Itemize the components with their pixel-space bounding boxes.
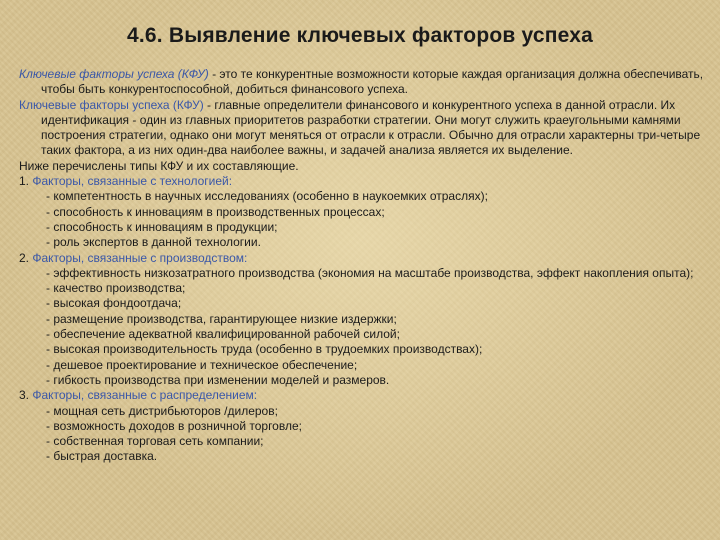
group-heading-distribution: [19, 388, 709, 403]
list-item: - эффективность низкозатратного производства (экономия на масштабе производства, эффект накопления опыта);: [46, 265, 694, 280]
list-item: - собственная торговая сеть компании;: [46, 434, 264, 449]
list-item: - качество производства;: [46, 281, 186, 296]
list-item: - возможность доходов в розничной торговле;: [46, 418, 302, 433]
list-item: - быстрая доставка.: [46, 449, 158, 464]
group-title: Факторы, связанные с технологией:: [32, 174, 233, 189]
list-item: - обеспечение адекватной квалифицированной рабочей силой;: [46, 327, 400, 342]
group-title: Факторы, связанные с производством:: [32, 250, 248, 265]
list-item: - размещение производства, гарантирующее низкие издержки;: [46, 311, 397, 326]
group-title: Факторы, связанные с распределением:: [32, 388, 258, 403]
list-item: - дешевое проектирование и техническое обеспечение;: [46, 357, 358, 372]
kfu-term-italic: Ключевые факторы успеха (КФУ): [19, 67, 209, 81]
kfu-description-text: - главные определители финансового и конкурентного успеха в данной отрасли. Их идентификация - один из главных приоритетов разработки стратегии. Они могут служить краеугольными камнями построения стратегии, однако они могут меняться от отрасли к отрасли. Обычно для отрасли характерны три-четыре таких фактора, а из них один-два наиболее важны, и задачей анализа является их выделение.: [41, 97, 701, 158]
types-intro: Ниже перечислены типы КФУ и их составляющие.: [19, 158, 299, 173]
list-item: - мощная сеть дистрибьюторов /дилеров;: [46, 403, 278, 418]
group-heading-technology: [19, 174, 709, 189]
list-item: - гибкость производства при изменении моделей и размеров.: [46, 372, 390, 387]
slide-body: [19, 67, 709, 465]
kfu-term: Ключевые факторы успеха (КФУ): [19, 97, 204, 112]
group-number: 2.: [19, 250, 33, 265]
list-item: - способность к инновациям в продукции;: [46, 219, 278, 234]
group-heading-production: [19, 251, 709, 266]
list-item: - компетентность в научных исследованиях (особенно в наукоемких отраслях);: [46, 189, 488, 204]
intro-paragraph: [19, 67, 709, 98]
list-item: - высокая производительность труда (особенно в трудоемких производствах);: [46, 342, 483, 357]
kfu-description-paragraph: [19, 98, 709, 159]
slide-title: 4.6. Выявление ключевых факторов успеха: [126, 24, 594, 47]
list-item: - высокая фондоотдача;: [46, 296, 182, 311]
list-item: - способность к инновациям в производственных процессах;: [46, 204, 385, 219]
group-number: 1.: [19, 174, 33, 189]
list-item: - роль экспертов в данной технологии.: [46, 235, 261, 250]
kfu-definition: - это те конкурентные возможности которые каждая организация должна обеспечивать, чтобы быть конкурентоспособной, добиться финансового успеха.: [41, 67, 704, 97]
group-number: 3.: [19, 388, 33, 403]
